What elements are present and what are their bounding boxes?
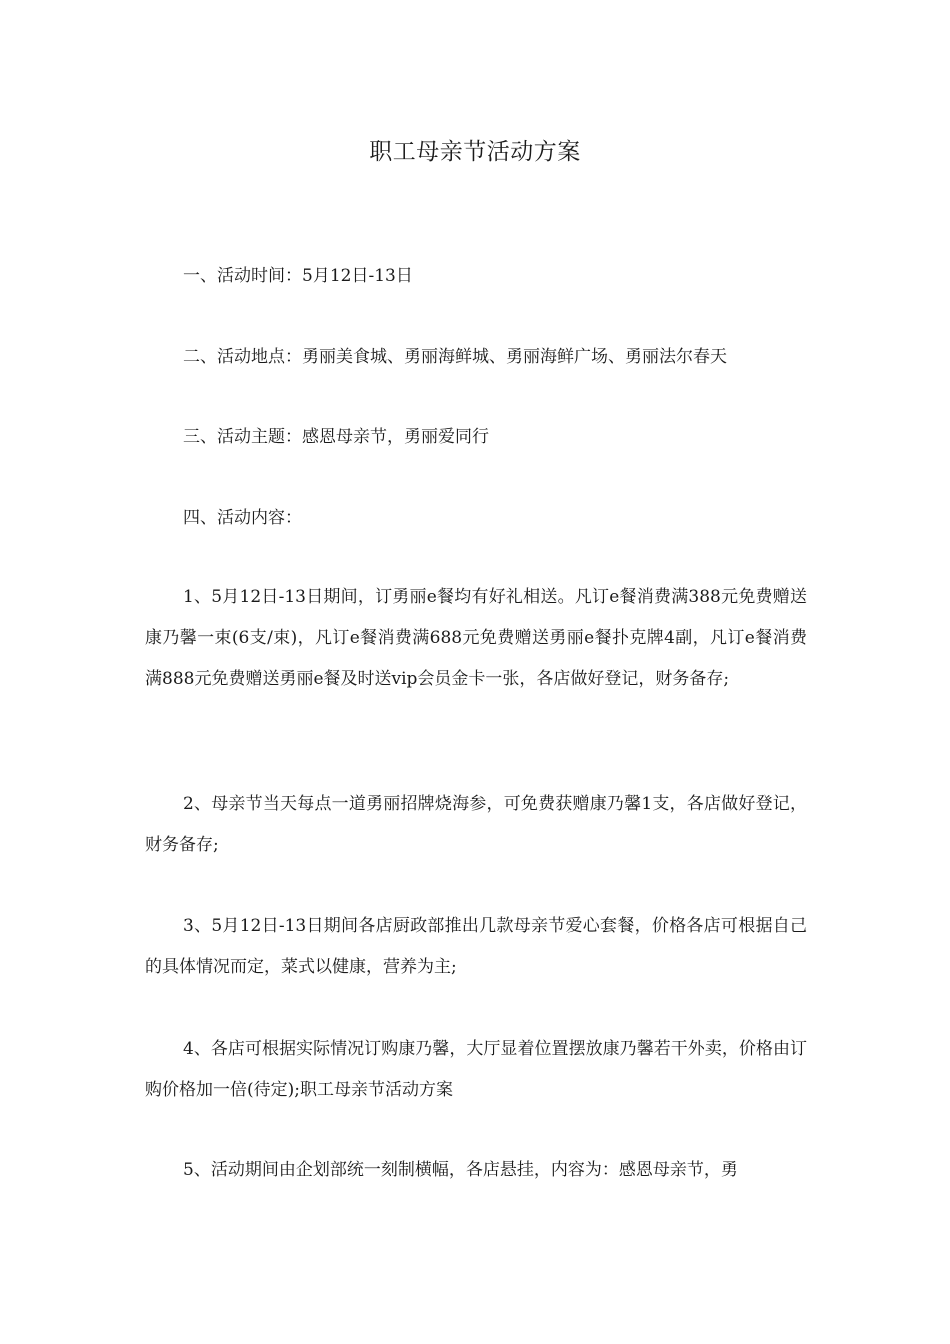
paragraph-activity-content-heading: 四、活动内容： [183,508,302,528]
paragraph-content-item-5: 5、活动期间由企划部统一刻制横幅，各店悬挂，内容为：感恩母亲节，勇 [183,1160,738,1180]
paragraph-content-item-2: 2、母亲节当天每点一道勇丽招牌烧海参，可免费获赠康乃馨1支，各店做好登记，财务备存; [145,794,807,855]
paragraph-activity-time: 一、活动时间：5月12日-13日 [183,266,413,286]
paragraph-activity-theme: 三、活动主题：感恩母亲节，勇丽爱同行 [183,427,489,447]
paragraph-content-item-1: 1、5月12日-13日期间，订勇丽e餐均有好礼相送。凡订e餐消费满388元免费赠送康乃馨一束(6支/束)，凡订e餐消费满688元免费赠送勇丽e餐扑克牌4副，凡订e餐消费满888元免费赠送勇丽e餐及时送vip会员金卡一张，各店做好登记，财务备存; [145,587,807,689]
document-title: 职工母亲节活动方案 [369,139,581,165]
paragraph-content-item-4: 4、各店可根据实际情况订购康乃馨，大厅显着位置摆放康乃馨若干外卖，价格由订购价格加一倍(待定);职工母亲节活动方案 [145,1039,807,1100]
paragraph-activity-location: 二、活动地点：勇丽美食城、勇丽海鲜城、勇丽海鲜广场、勇丽法尔春天 [183,347,727,367]
paragraph-content-item-3: 3、5月12日-13日期间各店厨政部推出几款母亲节爱心套餐，价格各店可根据自己的具体情况而定，菜式以健康，营养为主; [145,916,807,977]
